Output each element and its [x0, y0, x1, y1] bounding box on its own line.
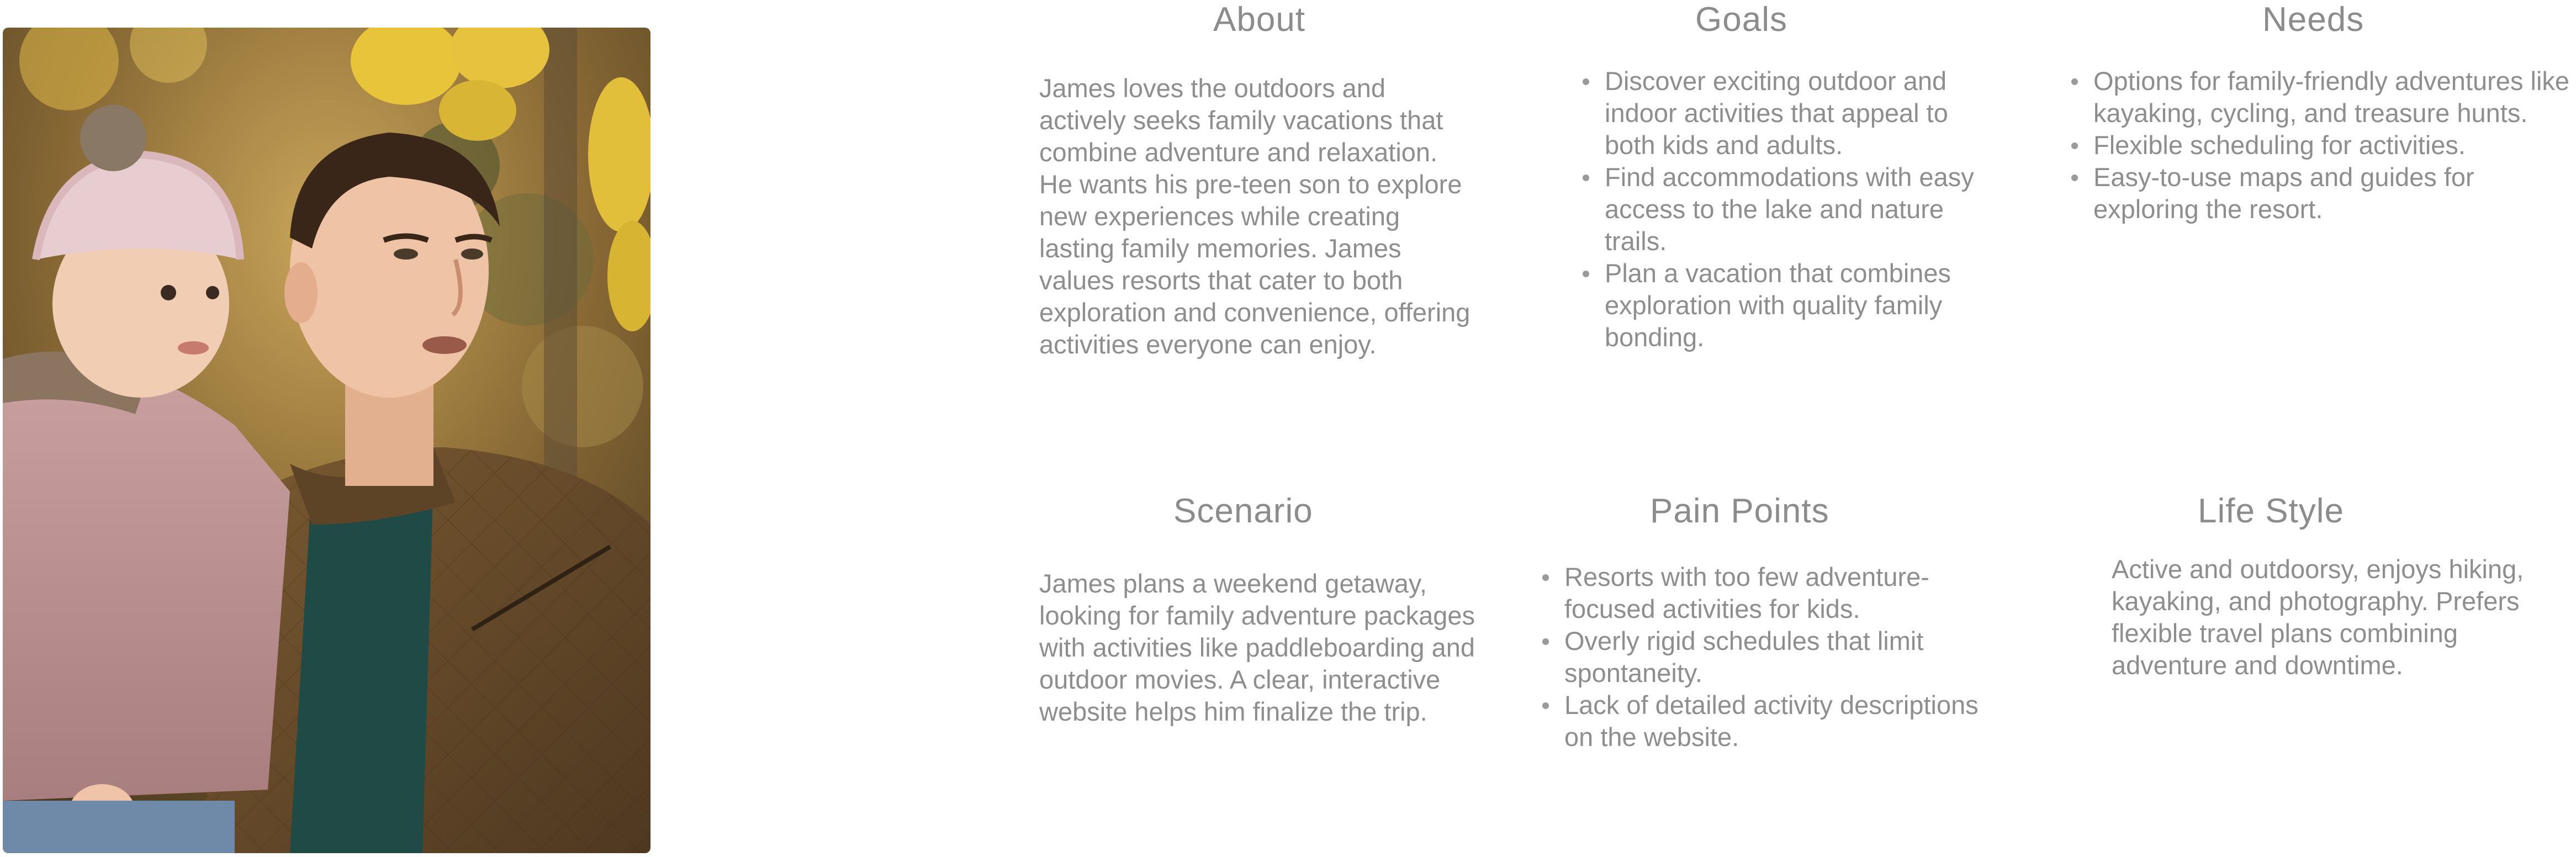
goals-item: Discover exciting outdoor and indoor activities that appeal to both kids and adults. — [1579, 65, 1999, 161]
scenario-title: Scenario — [1173, 492, 1313, 530]
needs-section — [2057, 0, 2570, 276]
life-style-title: Life Style — [2198, 492, 2345, 530]
life-style-section — [2109, 491, 2540, 740]
about-text: James loves the outdoors and actively seeks family vacations that combine adventure and relaxation. He wants his pre-teen son to explore new experiences while creating lasting family memories. James values resorts that cater to both exploration and convenience, offering activities everyone can enjoy. — [1039, 73, 1471, 359]
needs-title: Needs — [2262, 1, 2365, 39]
pain-points-item: Lack of detailed activity descriptions on the website. — [1539, 689, 1992, 753]
pain-points-item: Overly rigid schedules that limit spontaneity. — [1539, 625, 1992, 689]
goals-item: Plan a vacation that combines exploration with quality family bonding. — [1579, 257, 1999, 353]
about-section — [1038, 0, 1474, 420]
about-title: About — [1213, 1, 1306, 39]
pain-points-title: Pain Points — [1650, 492, 1829, 530]
scenario-section — [1038, 491, 1474, 801]
pain-points-section — [1530, 491, 2004, 779]
goals-item: Find accommodations with easy access to the lake and nature trails. — [1579, 161, 1999, 257]
scenario-text: James plans a weekend getaway, looking for family adventure packages with activities like paddleboarding and outdoor movies. A clear, interactive website helps him finalize the trip. — [1039, 569, 1475, 726]
pain-points-list — [1539, 561, 1992, 753]
needs-item: Easy-to-use maps and guides for exploring the resort. — [2068, 161, 2576, 225]
goals-list — [1579, 65, 1999, 353]
life-style-text: Active and outdoorsy, enjoys hiking, kayaking, and photography. Prefers flexible travel plans combining adventure and downtime. — [2112, 554, 2524, 680]
needs-list — [2068, 65, 2576, 225]
pain-points-item: Resorts with too few adventure-focused activities for kids. — [1539, 561, 1992, 625]
needs-item: Flexible scheduling for activities. — [2068, 129, 2576, 161]
needs-item: Options for family-friendly adventures like kayaking, cycling, and treasure hunts. — [2068, 65, 2576, 129]
persona-photo-illustration — [3, 28, 650, 853]
goals-title: Goals — [1695, 1, 1787, 39]
persona-photo — [3, 28, 650, 853]
goals-section — [1568, 0, 2010, 387]
